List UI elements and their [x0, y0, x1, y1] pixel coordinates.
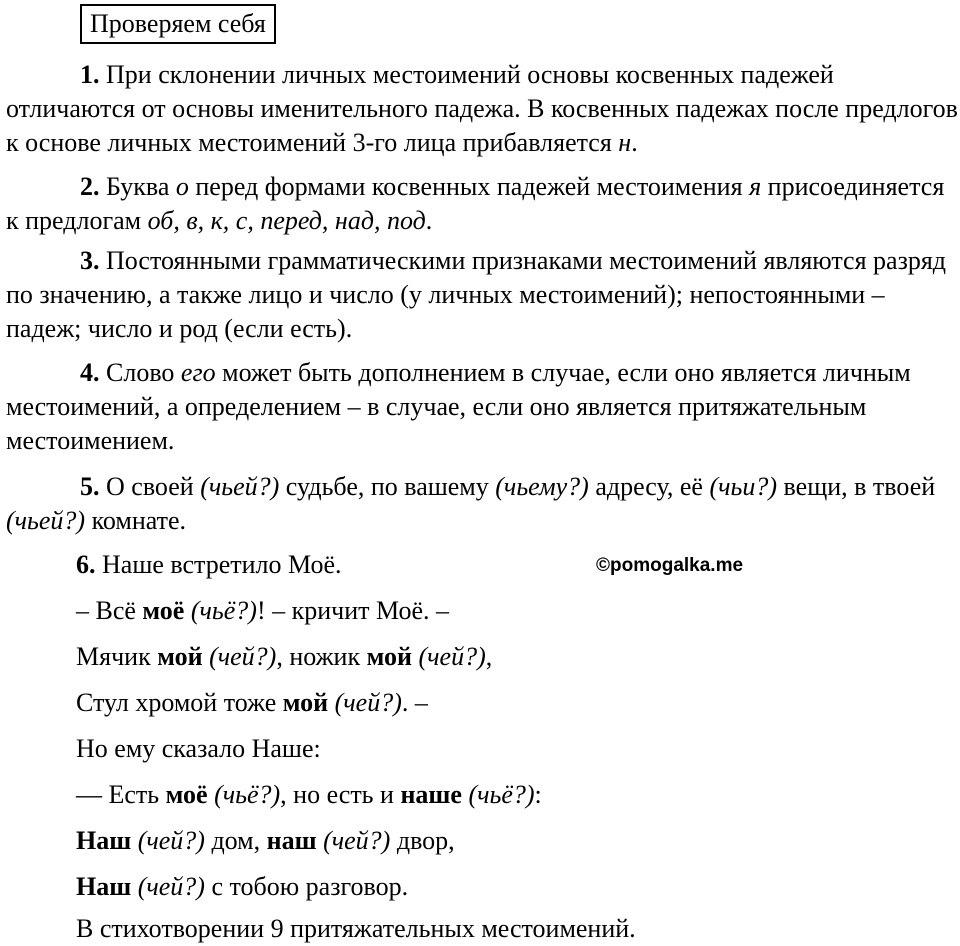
poem-text: с тобою разговор.: [204, 872, 409, 901]
question-hint: (чьей?): [200, 472, 280, 501]
question-hint: (чьё?): [190, 596, 257, 625]
question-hint: (чей?): [323, 826, 391, 855]
pronoun-bold: наше: [400, 780, 462, 809]
answer-text: может быть дополнением в случае, если оно является личным местоимений, а определением – в случае, если оно является притяжательным местоимением.: [6, 358, 911, 455]
poem-line-6: [76, 824, 455, 858]
poem-text: Стул хромой тоже: [76, 688, 283, 717]
poem-text: ,: [485, 642, 493, 671]
question-hint: (чей?): [137, 872, 205, 901]
section-title: Проверяем себя: [80, 4, 276, 44]
answer-number: 3.: [80, 246, 100, 275]
question-hint: (чьё?): [214, 780, 281, 809]
answer-text: присоединяется к предлогам: [6, 172, 945, 235]
italic-term: н: [618, 128, 632, 157]
poem-text: дом,: [204, 826, 267, 855]
italic-term: я: [749, 172, 762, 201]
poem-text: — Есть: [76, 780, 166, 809]
poem-text: , но есть и: [280, 780, 401, 809]
poem-line-1: [76, 594, 449, 628]
poem-text: . –: [401, 688, 428, 717]
question-hint: (чьей?): [6, 506, 86, 535]
poem-text: – Всё: [76, 596, 143, 625]
question-hint: (чей?): [418, 642, 486, 671]
pronoun-bold: моё: [165, 780, 208, 809]
pronoun-bold: мой: [282, 688, 329, 717]
answer-text: Постоянными грамматическими признаками местоимений являются разряд по значению, а также лицо и число (у личных местоимений); непостоянными – падеж; число и род (если есть).: [6, 246, 947, 343]
question-hint: (чьему?): [495, 472, 589, 501]
italic-term: об, в, к, с, перед, над, под: [147, 206, 426, 235]
answer-text: комнате.: [85, 506, 187, 535]
question-hint: (чей?): [137, 826, 205, 855]
answer-text: При склонении личных местоимений основы косвенных падежей отличаются от основы именительного падежа. В косвенных падежах после предлогов к основе личных местоимений 3-го лица прибавляется: [6, 60, 958, 157]
answer-number: 5.: [80, 472, 100, 501]
pronoun-bold: наш: [266, 826, 317, 855]
question-hint: (чей?): [334, 688, 402, 717]
answer-text: вещи, в твоей: [777, 472, 936, 501]
poem-text: :: [534, 780, 542, 809]
answer-4: [6, 356, 958, 458]
answer-1: [6, 58, 958, 160]
answer-6: [76, 548, 342, 582]
poem-line-4: [76, 732, 321, 766]
answer-text: перед формами косвенных падежей местоимения: [188, 172, 750, 201]
question-hint: (чьё?): [468, 780, 535, 809]
answer-5: [6, 470, 958, 538]
answer-text: Наше встретило Моё.: [102, 550, 342, 579]
pronoun-bold: Наш: [76, 872, 132, 901]
answer-number: 4.: [80, 358, 100, 387]
answer-2: [6, 170, 958, 238]
answer-text: адресу, её: [588, 472, 710, 501]
italic-term: о: [175, 172, 189, 201]
answer-text: О своей: [106, 472, 201, 501]
poem-text: Мячик: [76, 642, 158, 671]
answer-text: Слово: [106, 358, 181, 387]
punctuation: .: [425, 206, 433, 235]
answer-number: 1.: [80, 60, 100, 89]
pronoun-bold: мой: [157, 642, 203, 671]
pronoun-bold: моё: [142, 596, 185, 625]
poem-line-7: [76, 870, 408, 904]
answer-text: судьбе, по вашему: [279, 472, 496, 501]
answer-number: 6.: [76, 550, 96, 579]
watermark: ©pomogalka.me: [596, 555, 744, 576]
poem-text: , ножик: [276, 642, 367, 671]
italic-term: его: [180, 358, 216, 387]
question-hint: (чей?): [209, 642, 277, 671]
poem-line-3: [76, 686, 428, 720]
punctuation: .: [631, 128, 638, 157]
answer-3: [6, 244, 958, 346]
question-hint: (чьи?): [709, 472, 778, 501]
poem-line-5: [76, 778, 542, 812]
poem-text: ! – кричит Моё. –: [256, 596, 450, 625]
poem-text: Но ему сказало Наше:: [76, 734, 321, 763]
answer-number: 2.: [80, 172, 100, 201]
pronoun-bold: мой: [366, 642, 412, 671]
conclusion: В стихотворении 9 притяжательных местоимений.: [76, 914, 636, 943]
poem-text: двор,: [390, 826, 455, 855]
pronoun-bold: Наш: [76, 826, 132, 855]
answer-text: Буква: [106, 172, 176, 201]
poem-line-2: [76, 640, 492, 674]
